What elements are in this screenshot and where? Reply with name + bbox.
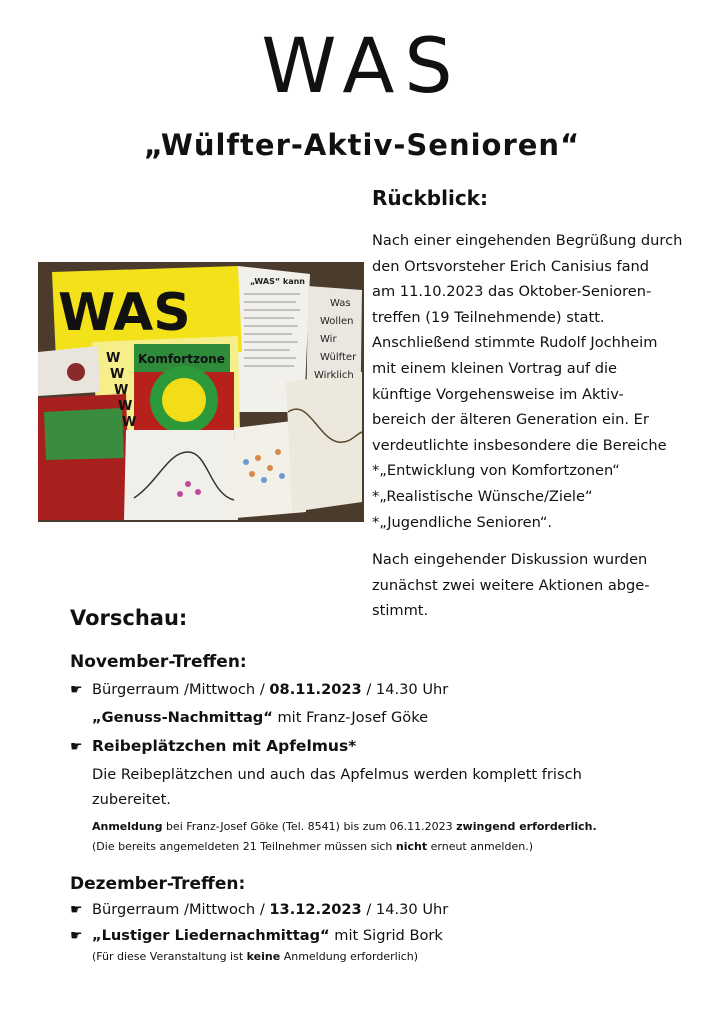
poster-photo-drawing	[38, 262, 364, 522]
photo-side-word: Wülfter	[320, 352, 357, 363]
rueckblick-closing-line: stimmt.	[372, 602, 429, 620]
pointing-hand-icon: ☛	[70, 739, 83, 755]
november-registration-note: Anmeldung bei Franz-Josef Göke (Tel. 8541) bis zum 06.11.2023 zwingend erforderlich.	[92, 820, 597, 833]
rueckblick-closing-line: Nach eingehender Diskussion wurden	[372, 551, 648, 569]
page-subtitle: „Wülfter-Aktiv-Senioren“	[143, 128, 581, 162]
november-heading: November-Treffen:	[70, 652, 247, 672]
poster-photo	[38, 262, 364, 522]
pointing-hand-icon: ☛	[70, 682, 83, 698]
rueckblick-line: *„Realistische Wünsche/Ziele“	[372, 487, 593, 505]
rueckblick-line: mit einem kleinen Vortrag auf die	[372, 359, 618, 377]
rueckblick-line: am 11.10.2023 das Oktober-Senioren-	[372, 283, 652, 301]
photo-side-word: Wirklich	[314, 370, 354, 381]
photo-w-letter: W	[114, 383, 129, 398]
photo-komfortzone-label: Komfortzone	[138, 352, 225, 366]
rueckblick-line: *„Jugendliche Senioren“.	[372, 513, 553, 531]
dezember-heading: Dezember-Treffen:	[70, 874, 246, 894]
rueckblick-line: Anschließend stimmte Rudolf Jochheim	[372, 334, 658, 352]
dezember-event-line: ☛ „Lustiger Liedernachmittag“ mit Sigrid Bork	[70, 924, 443, 948]
november-menu-line: ☛ Reibeplätzchen mit Apfelmus*	[70, 734, 356, 759]
november-location-line: ☛ Bürgerraum /Mittwoch / 08.11.2023 / 14.30 Uhr	[70, 678, 448, 702]
photo-list-title: „WAS“ kann	[250, 277, 305, 286]
november-event-line: „Genuss-Nachmittag“ mit Franz-Josef Göke	[92, 709, 429, 726]
rueckblick-line: Nach einer eingehenden Begrüßung durch	[372, 232, 683, 249]
pointing-hand-icon: ☛	[70, 928, 83, 944]
photo-w-letter: W	[122, 415, 137, 430]
photo-w-letter: W	[110, 367, 125, 382]
rueckblick-line: künftige Vorgehensweise im Aktiv-	[372, 385, 624, 403]
dezember-location-line: ☛ Bürgerraum /Mittwoch / 13.12.2023 / 14.30 Uhr	[70, 898, 448, 922]
photo-was-label: WAS	[58, 283, 191, 343]
rueckblick-closing-line: zunächst zwei weitere Aktionen abge-	[372, 576, 650, 594]
november-description: Die Reibeplätzchen und auch das Apfelmus werden komplett frisch zubereitet.	[92, 766, 582, 808]
vorschau-heading: Vorschau:	[70, 606, 188, 630]
photo-side-word: Wollen	[320, 316, 354, 327]
rueckblick-line: *„Entwicklung von Komfortzonen“	[372, 462, 620, 480]
dezember-hint: (Für diese Veranstaltung ist keine Anmeldung erforderlich)	[92, 950, 419, 963]
rueckblick-text	[372, 228, 717, 624]
rueckblick-line: den Ortsvorsteher Erich Canisius fand	[372, 257, 650, 275]
rueckblick-heading: Rückblick:	[372, 186, 488, 210]
photo-w-letter: W	[118, 399, 133, 414]
rueckblick-line: treffen (19 Teilnehmende) statt.	[372, 308, 605, 326]
photo-side-word: Wir	[320, 334, 337, 345]
rueckblick-line: verdeutlichte insbesondere die Bereiche	[372, 436, 667, 454]
rueckblick-line: bereich der älteren Generation ein. Er	[372, 411, 649, 429]
pointing-hand-icon: ☛	[70, 902, 83, 918]
november-hint: (Die bereits angemeldeten 21 Teilnehmer müssen sich nicht erneut anmelden.)	[92, 840, 533, 853]
photo-side-word: Was	[330, 298, 351, 309]
photo-w-letter: W	[106, 351, 121, 366]
page-title: WAS	[261, 21, 463, 110]
